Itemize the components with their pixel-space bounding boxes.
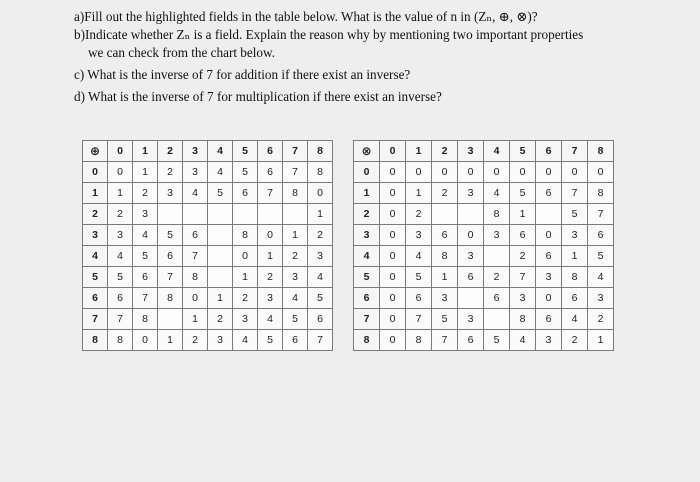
- multiplication-row-header: 8: [354, 330, 380, 351]
- multiplication-row-header: 2: [354, 204, 380, 225]
- addition-blank-cell[interactable]: [158, 309, 183, 330]
- multiplication-cell: 8: [484, 204, 510, 225]
- addition-table-row: [83, 183, 333, 204]
- multiplication-cell: 7: [510, 267, 536, 288]
- question-a: a)Fill out the highlighted fields in the table below. What is the value of n in (Zₙ, ⊕, ⊗)?: [74, 9, 538, 24]
- addition-cell: 4: [183, 183, 208, 204]
- addition-cell: 0: [133, 330, 158, 351]
- addition-cell: 7: [108, 309, 133, 330]
- multiplication-cell: 5: [432, 309, 458, 330]
- addition-cell: 6: [233, 183, 258, 204]
- multiplication-cell: 0: [380, 246, 406, 267]
- multiplication-column-header: 7: [562, 141, 588, 162]
- addition-cell: 1: [308, 204, 333, 225]
- multiplication-table: [353, 140, 614, 351]
- multiplication-cell: 4: [406, 246, 432, 267]
- addition-column-header: 5: [233, 141, 258, 162]
- addition-blank-cell[interactable]: [158, 204, 183, 225]
- addition-cell: 7: [183, 246, 208, 267]
- multiplication-cell: 2: [432, 183, 458, 204]
- addition-row-header: 7: [83, 309, 108, 330]
- multiplication-cell: 1: [588, 330, 614, 351]
- addition-table-row: [83, 309, 333, 330]
- addition-header-row: [83, 141, 333, 162]
- addition-cell: 2: [283, 246, 308, 267]
- multiplication-cell: 8: [588, 183, 614, 204]
- multiplication-cell: 2: [562, 330, 588, 351]
- addition-table: [82, 140, 333, 351]
- addition-cell: 3: [158, 183, 183, 204]
- multiplication-blank-cell[interactable]: [458, 288, 484, 309]
- multiplication-cell: 0: [458, 162, 484, 183]
- multiplication-cell: 3: [536, 330, 562, 351]
- addition-row-header: 0: [83, 162, 108, 183]
- multiplication-cell: 8: [510, 309, 536, 330]
- multiplication-table-row: [354, 309, 614, 330]
- multiplication-cell: 0: [562, 162, 588, 183]
- addition-cell: 8: [108, 330, 133, 351]
- multiplication-cell: 6: [458, 267, 484, 288]
- multiplication-cell: 8: [406, 330, 432, 351]
- addition-column-header: 6: [258, 141, 283, 162]
- multiplication-cell: 6: [588, 225, 614, 246]
- addition-row-header: 4: [83, 246, 108, 267]
- addition-table-body: [83, 141, 333, 351]
- addition-cell: 8: [308, 162, 333, 183]
- addition-cell: 2: [183, 330, 208, 351]
- addition-cell: 8: [233, 225, 258, 246]
- multiplication-cell: 1: [562, 246, 588, 267]
- addition-column-header: 3: [183, 141, 208, 162]
- multiplication-table-body: [354, 141, 614, 351]
- addition-cell: 4: [283, 288, 308, 309]
- multiplication-cell: 3: [458, 309, 484, 330]
- multiplication-cell: 5: [406, 267, 432, 288]
- multiplication-table-row: [354, 204, 614, 225]
- multiplication-cell: 6: [432, 225, 458, 246]
- addition-table-row: [83, 330, 333, 351]
- addition-cell: 1: [133, 162, 158, 183]
- multiplication-cell: 0: [406, 162, 432, 183]
- multiplication-cell: 0: [380, 288, 406, 309]
- addition-column-header: 1: [133, 141, 158, 162]
- multiplication-cell: 3: [432, 288, 458, 309]
- multiplication-column-header: 1: [406, 141, 432, 162]
- addition-blank-cell[interactable]: [258, 204, 283, 225]
- addition-blank-cell[interactable]: [283, 204, 308, 225]
- addition-cell: 2: [208, 309, 233, 330]
- multiplication-column-header: 5: [510, 141, 536, 162]
- addition-cell: 7: [258, 183, 283, 204]
- addition-cell: 3: [258, 288, 283, 309]
- addition-table-row: [83, 267, 333, 288]
- multiplication-cell: 3: [536, 267, 562, 288]
- addition-row-header: 3: [83, 225, 108, 246]
- multiplication-cell: 5: [588, 246, 614, 267]
- multiplication-cell: 8: [562, 267, 588, 288]
- addition-cell: 1: [208, 288, 233, 309]
- multiplication-table-row: [354, 246, 614, 267]
- multiplication-cell: 2: [484, 267, 510, 288]
- multiplication-blank-cell[interactable]: [458, 204, 484, 225]
- multiplication-column-header: 3: [458, 141, 484, 162]
- multiplication-cell: 5: [510, 183, 536, 204]
- question-c: c) What is the inverse of 7 for addition if there exist an inverse?: [74, 67, 411, 82]
- addition-cell: 1: [158, 330, 183, 351]
- addition-blank-cell[interactable]: [208, 267, 233, 288]
- addition-cell: 4: [308, 267, 333, 288]
- multiplication-cell: 0: [432, 162, 458, 183]
- multiplication-cell: 1: [432, 267, 458, 288]
- multiplication-column-header: 4: [484, 141, 510, 162]
- multiplication-table-row: [354, 267, 614, 288]
- addition-cell: 2: [133, 183, 158, 204]
- multiplication-cell: 6: [458, 330, 484, 351]
- addition-cell: 2: [108, 204, 133, 225]
- multiplication-table-row: [354, 288, 614, 309]
- multiplication-column-header: 8: [588, 141, 614, 162]
- multiplication-cell: 0: [588, 162, 614, 183]
- multiplication-cell: 0: [536, 225, 562, 246]
- addition-cell: 7: [158, 267, 183, 288]
- addition-column-header: 7: [283, 141, 308, 162]
- addition-cell: 3: [183, 162, 208, 183]
- multiplication-table-row: [354, 225, 614, 246]
- addition-blank-cell[interactable]: [233, 204, 258, 225]
- addition-cell: 8: [183, 267, 208, 288]
- addition-column-header: 2: [158, 141, 183, 162]
- multiplication-cell: 3: [484, 225, 510, 246]
- addition-cell: 1: [183, 309, 208, 330]
- multiplication-cell: 6: [562, 288, 588, 309]
- addition-cell: 3: [308, 246, 333, 267]
- addition-cell: 6: [108, 288, 133, 309]
- multiplication-cell: 0: [380, 330, 406, 351]
- addition-table-row: [83, 288, 333, 309]
- multiplication-cell: 2: [588, 309, 614, 330]
- multiplication-cell: 0: [380, 267, 406, 288]
- multiplication-cell: 4: [588, 267, 614, 288]
- addition-cell: 4: [108, 246, 133, 267]
- multiplication-cell: 3: [406, 225, 432, 246]
- multiplication-cell: 0: [458, 225, 484, 246]
- multiplication-cell: 3: [562, 225, 588, 246]
- multiplication-row-header: 1: [354, 183, 380, 204]
- multiplication-table-row: [354, 183, 614, 204]
- addition-cell: 5: [208, 183, 233, 204]
- addition-blank-cell[interactable]: [183, 204, 208, 225]
- multiplication-cell: 0: [380, 162, 406, 183]
- multiplication-cell: 6: [406, 288, 432, 309]
- addition-cell: 4: [233, 330, 258, 351]
- addition-cell: 6: [283, 330, 308, 351]
- addition-cell: 6: [183, 225, 208, 246]
- addition-cell: 3: [208, 330, 233, 351]
- addition-cell: 8: [158, 288, 183, 309]
- addition-cell: 7: [283, 162, 308, 183]
- addition-cell: 5: [308, 288, 333, 309]
- addition-column-header: 8: [308, 141, 333, 162]
- addition-table-row: [83, 204, 333, 225]
- multiplication-cell: 7: [432, 330, 458, 351]
- multiplication-table-row: [354, 162, 614, 183]
- multiplication-cell: 3: [588, 288, 614, 309]
- addition-operator-symbol: ⊕: [83, 141, 108, 162]
- multiplication-table-row: [354, 330, 614, 351]
- multiplication-cell: 7: [588, 204, 614, 225]
- multiplication-cell: 0: [380, 225, 406, 246]
- multiplication-blank-cell[interactable]: [484, 246, 510, 267]
- addition-cell: 3: [108, 225, 133, 246]
- multiplication-cell: 8: [432, 246, 458, 267]
- addition-cell: 7: [133, 288, 158, 309]
- question-b-continuation: we can check from the chart below.: [88, 45, 275, 60]
- addition-cell: 2: [258, 267, 283, 288]
- multiplication-cell: 5: [562, 204, 588, 225]
- multiplication-cell: 6: [536, 309, 562, 330]
- addition-cell: 5: [133, 246, 158, 267]
- addition-cell: 5: [233, 162, 258, 183]
- multiplication-row-header: 6: [354, 288, 380, 309]
- multiplication-cell: 0: [484, 162, 510, 183]
- addition-cell: 4: [133, 225, 158, 246]
- multiplication-cell: 7: [406, 309, 432, 330]
- addition-row-header: 2: [83, 204, 108, 225]
- addition-cell: 1: [233, 267, 258, 288]
- addition-cell: 5: [283, 309, 308, 330]
- multiplication-header-row: [354, 141, 614, 162]
- addition-cell: 6: [158, 246, 183, 267]
- multiplication-cell: 6: [536, 183, 562, 204]
- addition-cell: 2: [233, 288, 258, 309]
- addition-cell: 1: [283, 225, 308, 246]
- multiplication-cell: 3: [458, 246, 484, 267]
- questions-block: [74, 8, 684, 106]
- addition-column-header: 0: [108, 141, 133, 162]
- multiplication-cell: 0: [536, 162, 562, 183]
- multiplication-cell: 0: [510, 162, 536, 183]
- addition-cell: 3: [133, 204, 158, 225]
- multiplication-row-header: 7: [354, 309, 380, 330]
- addition-table-row: [83, 225, 333, 246]
- addition-cell: 3: [283, 267, 308, 288]
- addition-cell: 0: [258, 225, 283, 246]
- addition-table-row: [83, 162, 333, 183]
- addition-blank-cell[interactable]: [208, 246, 233, 267]
- multiplication-cell: 1: [510, 204, 536, 225]
- multiplication-cell: 4: [562, 309, 588, 330]
- multiplication-cell: 0: [380, 183, 406, 204]
- addition-cell: 3: [233, 309, 258, 330]
- multiplication-cell: 3: [510, 288, 536, 309]
- multiplication-row-header: 0: [354, 162, 380, 183]
- addition-cell: 6: [133, 267, 158, 288]
- addition-cell: 5: [108, 267, 133, 288]
- addition-cell: 0: [308, 183, 333, 204]
- addition-cell: 8: [283, 183, 308, 204]
- multiplication-column-header: 6: [536, 141, 562, 162]
- addition-cell: 5: [258, 330, 283, 351]
- multiplication-blank-cell[interactable]: [432, 204, 458, 225]
- addition-cell: 1: [258, 246, 283, 267]
- multiplication-column-header: 0: [380, 141, 406, 162]
- addition-cell: 2: [308, 225, 333, 246]
- addition-row-header: 8: [83, 330, 108, 351]
- multiplication-blank-cell[interactable]: [536, 204, 562, 225]
- multiplication-row-header: 5: [354, 267, 380, 288]
- multiplication-operator-symbol: ⊗: [354, 141, 380, 162]
- addition-blank-cell[interactable]: [208, 225, 233, 246]
- multiplication-cell: 2: [510, 246, 536, 267]
- multiplication-column-header: 2: [432, 141, 458, 162]
- question-d: d) What is the inverse of 7 for multiplication if there exist an inverse?: [74, 89, 442, 104]
- multiplication-cell: 5: [484, 330, 510, 351]
- multiplication-cell: 6: [536, 246, 562, 267]
- addition-row-header: 5: [83, 267, 108, 288]
- multiplication-row-header: 4: [354, 246, 380, 267]
- addition-cell: 0: [108, 162, 133, 183]
- multiplication-cell: 7: [562, 183, 588, 204]
- question-b: b)Indicate whether Zₙ is a field. Explain the reason why by mentioning two important properties: [74, 27, 584, 42]
- addition-cell: 0: [183, 288, 208, 309]
- multiplication-cell: 0: [380, 204, 406, 225]
- addition-table-row: [83, 246, 333, 267]
- multiplication-cell: 3: [458, 183, 484, 204]
- addition-row-header: 6: [83, 288, 108, 309]
- addition-cell: 0: [233, 246, 258, 267]
- addition-cell: 8: [133, 309, 158, 330]
- multiplication-cell: 1: [406, 183, 432, 204]
- multiplication-cell: 4: [484, 183, 510, 204]
- addition-cell: 1: [108, 183, 133, 204]
- multiplication-cell: 4: [510, 330, 536, 351]
- multiplication-cell: 6: [484, 288, 510, 309]
- addition-cell: 4: [208, 162, 233, 183]
- multiplication-cell: 6: [510, 225, 536, 246]
- addition-cell: 6: [258, 162, 283, 183]
- addition-row-header: 1: [83, 183, 108, 204]
- multiplication-cell: 0: [380, 309, 406, 330]
- multiplication-cell: 0: [536, 288, 562, 309]
- addition-cell: 2: [158, 162, 183, 183]
- addition-cell: 6: [308, 309, 333, 330]
- addition-column-header: 4: [208, 141, 233, 162]
- multiplication-cell: 2: [406, 204, 432, 225]
- addition-cell: 5: [158, 225, 183, 246]
- addition-cell: 7: [308, 330, 333, 351]
- multiplication-row-header: 3: [354, 225, 380, 246]
- addition-cell: 4: [258, 309, 283, 330]
- multiplication-blank-cell[interactable]: [484, 309, 510, 330]
- addition-blank-cell[interactable]: [208, 204, 233, 225]
